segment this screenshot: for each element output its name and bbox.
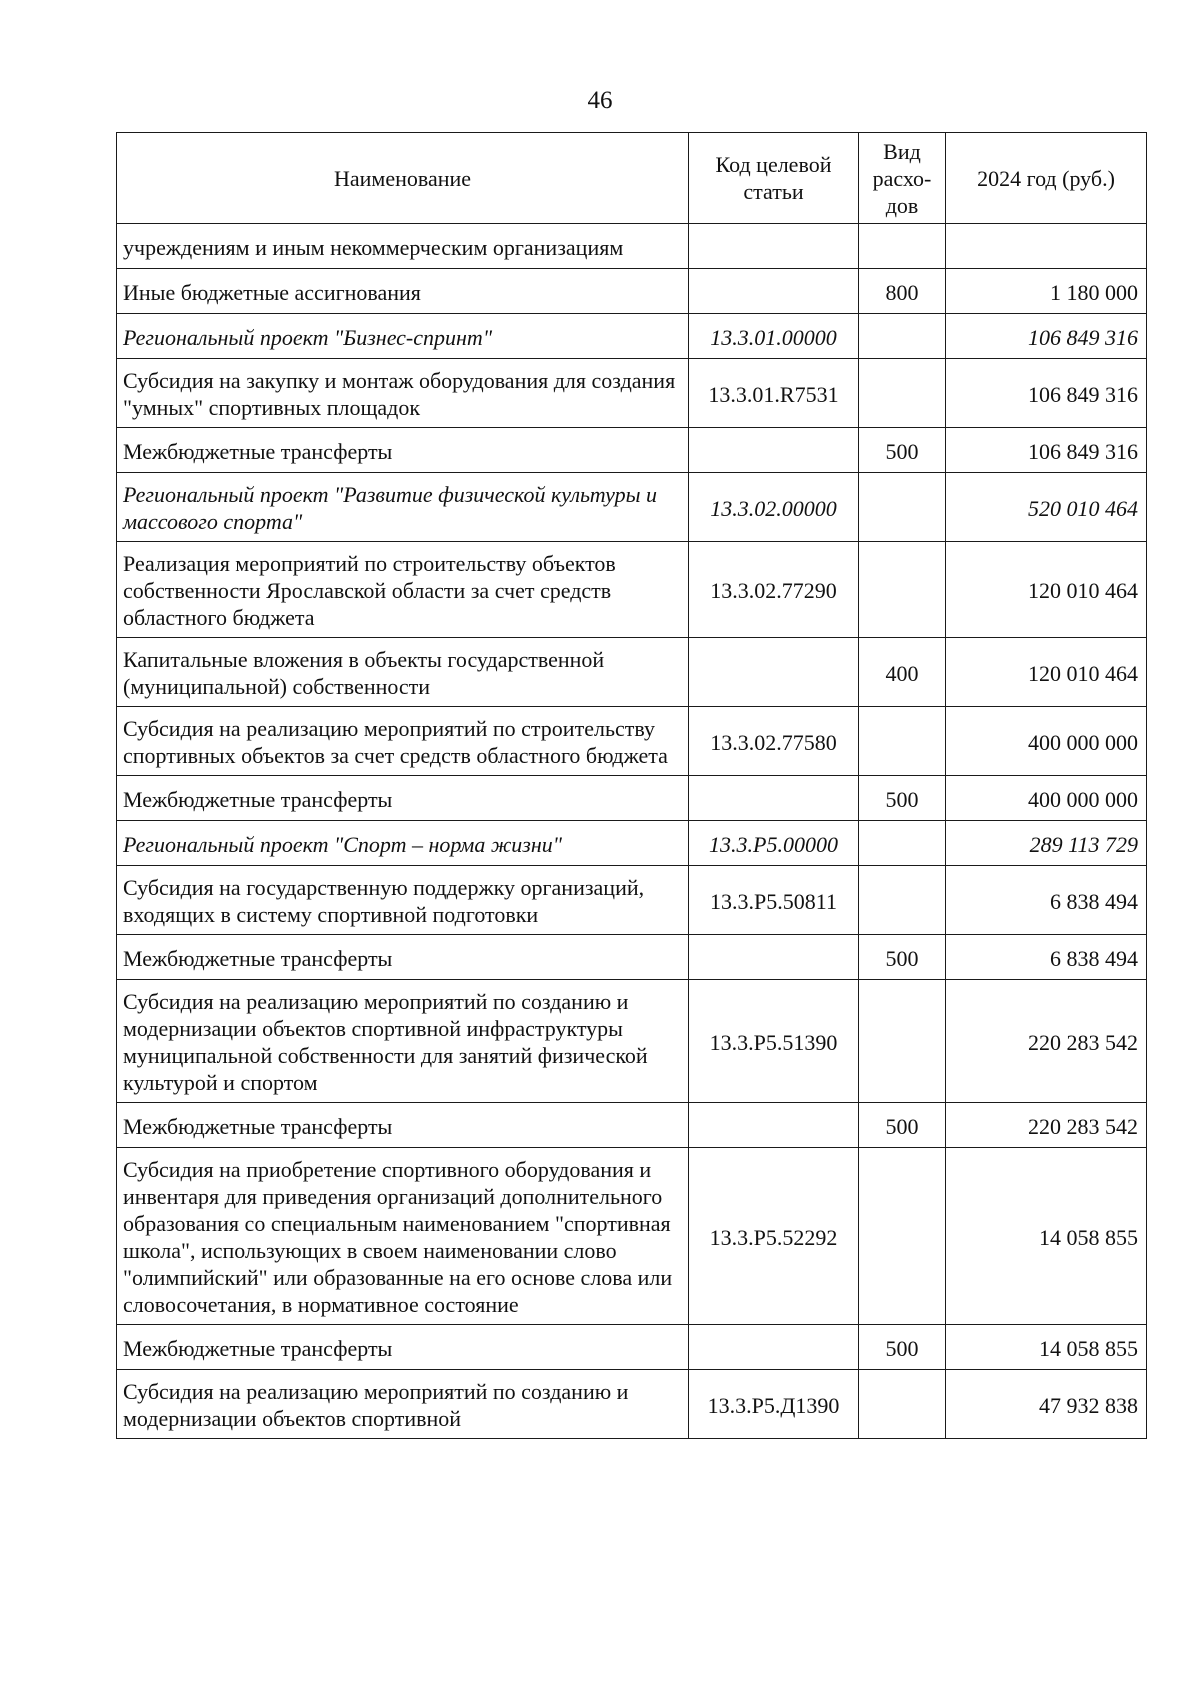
row-kind	[859, 542, 946, 638]
table-row	[117, 359, 1147, 428]
row-code	[689, 638, 859, 707]
row-name: Капитальные вложения в объекты государственной (муниципальной) собственности	[117, 638, 689, 707]
table-row	[117, 428, 1147, 473]
row-amount: 6 838 494	[946, 935, 1147, 980]
table-row	[117, 224, 1147, 269]
row-name: Субсидия на государственную поддержку организаций, входящих в систему спортивной подготовки	[117, 866, 689, 935]
row-amount: 400 000 000	[946, 707, 1147, 776]
row-kind	[859, 224, 946, 269]
row-name: учреждениям и иным некоммерческим организациям	[117, 224, 689, 269]
row-amount: 220 283 542	[946, 1103, 1147, 1148]
header-kind: Вид расхо-дов	[859, 133, 946, 224]
table-header-row	[117, 133, 1147, 224]
row-name: Субсидия на реализацию мероприятий по созданию и модернизации объектов спортивной	[117, 1370, 689, 1439]
table-row-project	[117, 314, 1147, 359]
row-amount: 289 113 729	[946, 821, 1147, 866]
table-row	[117, 980, 1147, 1103]
row-code	[689, 269, 859, 314]
row-code: 13.3.P5.51390	[689, 980, 859, 1103]
row-kind: 500	[859, 1103, 946, 1148]
row-kind: 400	[859, 638, 946, 707]
row-name: Субсидия на реализацию мероприятий по строительству спортивных объектов за счет средств областного бюджета	[117, 707, 689, 776]
budget-table	[116, 132, 1147, 1439]
row-name: Межбюджетные трансферты	[117, 1103, 689, 1148]
row-amount: 106 849 316	[946, 359, 1147, 428]
row-kind	[859, 707, 946, 776]
row-code: 13.3.01.R7531	[689, 359, 859, 428]
row-code	[689, 935, 859, 980]
header-amount: 2024 год (руб.)	[946, 133, 1147, 224]
row-kind	[859, 359, 946, 428]
row-kind	[859, 866, 946, 935]
row-kind	[859, 1370, 946, 1439]
table-row	[117, 707, 1147, 776]
row-name: Иные бюджетные ассигнования	[117, 269, 689, 314]
row-amount: 106 849 316	[946, 314, 1147, 359]
row-code: 13.3.02.00000	[689, 473, 859, 542]
row-name: Межбюджетные трансферты	[117, 1325, 689, 1370]
row-kind	[859, 980, 946, 1103]
row-amount: 220 283 542	[946, 980, 1147, 1103]
row-kind: 500	[859, 428, 946, 473]
row-code	[689, 428, 859, 473]
row-code	[689, 1103, 859, 1148]
row-name: Региональный проект "Бизнес-спринт"	[117, 314, 689, 359]
row-code: 13.3.02.77580	[689, 707, 859, 776]
row-name: Региональный проект "Развитие физической культуры и массового спорта"	[117, 473, 689, 542]
row-name: Межбюджетные трансферты	[117, 776, 689, 821]
row-amount: 14 058 855	[946, 1148, 1147, 1325]
header-code: Код целевой статьи	[689, 133, 859, 224]
row-code	[689, 776, 859, 821]
row-name: Межбюджетные трансферты	[117, 935, 689, 980]
row-code: 13.3.01.00000	[689, 314, 859, 359]
row-name: Субсидия на закупку и монтаж оборудования для создания "умных" спортивных площадок	[117, 359, 689, 428]
row-kind	[859, 314, 946, 359]
table-row	[117, 866, 1147, 935]
row-kind: 500	[859, 1325, 946, 1370]
row-name: Межбюджетные трансферты	[117, 428, 689, 473]
row-amount: 400 000 000	[946, 776, 1147, 821]
table-row	[117, 935, 1147, 980]
row-name: Субсидия на приобретение спортивного оборудования и инвентаря для приведения организаций дополнительного образования со специальным наименованием "спортивная школа", использующих в своем наименовании слово "олимпийский" или образованные на его основе слова или словосочетания, в нормативное состояние	[117, 1148, 689, 1325]
row-code: 13.3.02.77290	[689, 542, 859, 638]
table-row-project	[117, 821, 1147, 866]
row-amount: 120 010 464	[946, 638, 1147, 707]
row-code: 13.3.P5.Д1390	[689, 1370, 859, 1439]
table-row	[117, 1325, 1147, 1370]
row-code: 13.3.P5.50811	[689, 866, 859, 935]
row-name: Субсидия на реализацию мероприятий по созданию и модернизации объектов спортивной инфраструктуры муниципальной собственности для занятий физической культурой и спортом	[117, 980, 689, 1103]
table-row	[117, 1370, 1147, 1439]
row-kind: 500	[859, 935, 946, 980]
row-code	[689, 1325, 859, 1370]
table-row	[117, 1148, 1147, 1325]
row-amount: 47 932 838	[946, 1370, 1147, 1439]
row-amount: 6 838 494	[946, 866, 1147, 935]
row-amount: 14 058 855	[946, 1325, 1147, 1370]
table-row	[117, 1103, 1147, 1148]
row-amount	[946, 224, 1147, 269]
row-code: 13.3.P5.52292	[689, 1148, 859, 1325]
row-kind	[859, 1148, 946, 1325]
row-kind	[859, 821, 946, 866]
table-row-project	[117, 473, 1147, 542]
row-kind: 800	[859, 269, 946, 314]
table-row	[117, 776, 1147, 821]
header-name: Наименование	[117, 133, 689, 224]
row-amount: 1 180 000	[946, 269, 1147, 314]
row-amount: 106 849 316	[946, 428, 1147, 473]
table-row	[117, 638, 1147, 707]
row-name: Региональный проект "Спорт – норма жизни"	[117, 821, 689, 866]
table-row	[117, 269, 1147, 314]
row-kind	[859, 473, 946, 542]
row-kind: 500	[859, 776, 946, 821]
row-name: Реализация мероприятий по строительству объектов собственности Ярославской области за счет средств областного бюджета	[117, 542, 689, 638]
row-code	[689, 224, 859, 269]
row-code: 13.3.P5.00000	[689, 821, 859, 866]
page-number: 46	[587, 87, 613, 114]
row-amount: 520 010 464	[946, 473, 1147, 542]
row-amount: 120 010 464	[946, 542, 1147, 638]
table-row	[117, 542, 1147, 638]
